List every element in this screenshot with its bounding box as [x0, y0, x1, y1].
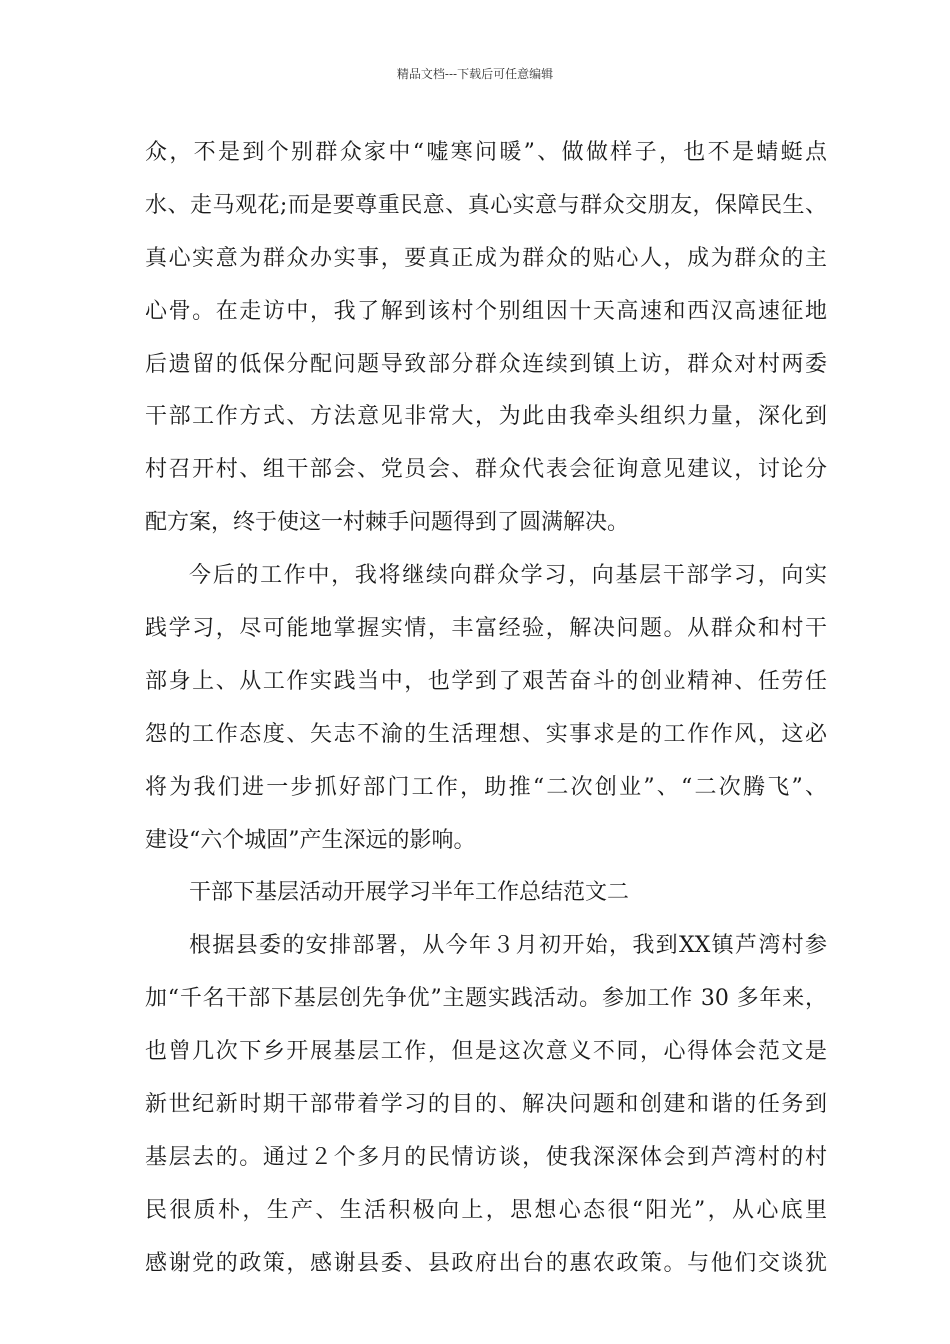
text-line: 配方案，终于使这一村棘手问题得到了圆满解决。 — [145, 510, 630, 536]
text-line: 践学习，尽可能地掌握实情，丰富经验，解决问题。从群众和村干 — [145, 616, 827, 642]
text-line: 干部下基层活动开展学习半年工作总结范文二 — [189, 880, 630, 906]
document-body — [145, 127, 827, 1291]
text-line: 后遗留的低保分配问题导致部分群众连续到镇上访，群众对村两委 — [145, 351, 827, 377]
text-line: 水、走马观花;而是要尊重民意、真心实意与群众交朋友，保障民生、 — [145, 192, 827, 218]
text-line: 感谢党的政策，感谢县委、县政府出台的惠农政策。与他们交谈犹 — [145, 1250, 827, 1276]
text-line: 真心实意为群众办实事，要真正成为群众的贴心人，成为群众的主 — [145, 245, 827, 271]
text-line: 部身上、从工作实践当中，也学到了艰苦奋斗的创业精神、任劳任 — [145, 668, 827, 694]
text-line: 基层去的。通过２个多月的民情访谈，使我深深体会到芦湾村的村 — [145, 1144, 827, 1170]
page-header: 精品文档---下载后可任意编辑 — [396, 67, 554, 81]
text-line: 怨的工作态度、矢志不渝的生活理想、实事求是的工作作风，这必 — [145, 721, 827, 747]
text-line: 将为我们进一步抓好部门工作，助推“二次创业”、“二次腾飞”、 — [145, 774, 827, 800]
text-line: 民很质朴，生产、生活积极向上，思想心态很“阳光”，从心底里 — [145, 1197, 827, 1223]
text-line: 心骨。在走访中，我了解到该村个别组因十天高速和西汉高速征地 — [145, 298, 827, 324]
text-line: 建设“六个城固”产生深远的影响。 — [145, 827, 476, 853]
text-line: 众，不是到个别群众家中“嘘寒问暖”、做做样子，也不是蜻蜓点 — [145, 140, 827, 165]
text-line: 也曾几次下乡开展基层工作，但是这次意义不同，心得体会范文是 — [145, 1039, 827, 1065]
text-line: 今后的工作中，我将继续向群众学习，向基层干部学习，向实 — [189, 563, 827, 589]
text-line: 干部工作方式、方法意见非常大，为此由我牵头组织力量，深化到 — [145, 404, 827, 430]
text-line: 根据县委的安排部署，从今年３月初开始，我到XX镇芦湾村参 — [189, 933, 827, 959]
text-line: 村召开村、组干部会、党员会、群众代表会征询意见建议，讨论分 — [145, 457, 827, 483]
text-line: 新世纪新时期干部带着学习的目的、解决问题和创建和谐的任务到 — [145, 1092, 827, 1118]
text-line: 加“千名干部下基层创先争优”主题实践活动。参加工作 30 多年来， — [145, 986, 827, 1012]
